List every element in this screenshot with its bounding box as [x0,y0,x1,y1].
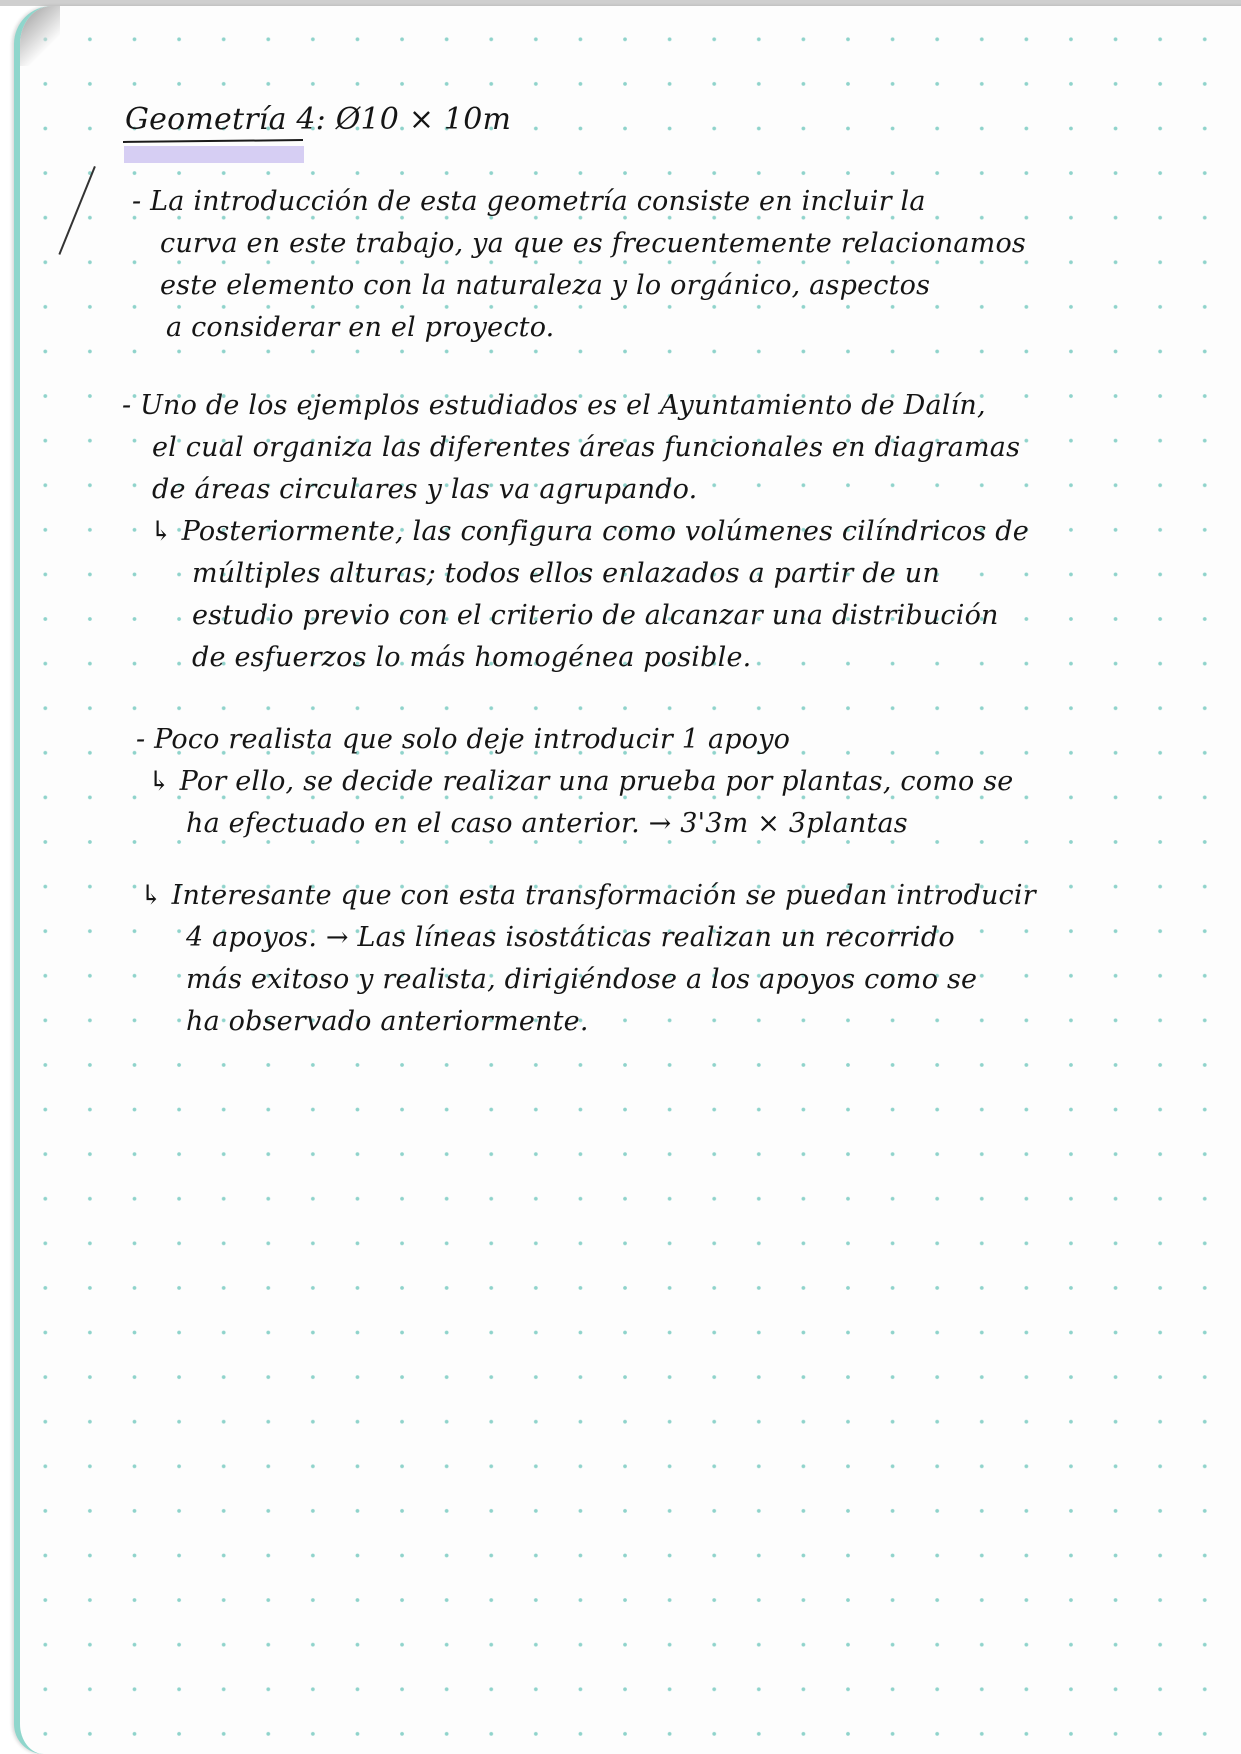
paragraph-2-line-4: ↳ Posteriormente, las configura como volúmenes cilíndricos de [150,516,1029,547]
paragraph-1-line-1: - La introducción de esta geometría consiste en incluir la [132,186,926,217]
paragraph-2-line-7: de esfuerzos lo más homogénea posible. [192,642,752,673]
title-underline [123,139,303,143]
paragraph-1-line-3: este elemento con la naturaleza y lo orgánico, aspectos [160,270,931,301]
paragraph-2-line-1: - Uno de los ejemplos estudiados es el Ayuntamiento de Dalín, [122,390,986,421]
notebook-page [14,6,1241,1754]
page-title: Geometría 4: Ø10 × 10m [125,102,512,137]
paragraph-4-line-4: ha observado anteriormente. [186,1006,589,1037]
paragraph-2-line-2: el cual organiza las diferentes áreas funcionales en diagramas [152,432,1021,463]
paragraph-1-line-2: curva en este trabajo, ya que es frecuentemente relacionamos [160,228,1026,259]
paragraph-4-line-2: 4 apoyos. → Las líneas isostáticas realizan un recorrido [186,922,955,953]
paragraph-4-line-1: ↳ Interesante que con esta transformación se puedan introducir [140,880,1036,911]
paragraph-3-line-1: - Poco realista que solo deje introducir 1 apoyo [136,724,791,755]
paragraph-2-line-3: de áreas circulares y las va agrupando. [152,474,698,505]
paragraph-2-line-6: estudio previo con el criterio de alcanzar una distribución [192,600,999,631]
paragraph-4-line-3: más exitoso y realista, dirigiéndose a los apoyos como se [186,964,978,995]
paragraph-2-line-5: múltiples alturas; todos ellos enlazados a partir de un [192,558,940,589]
page-corner-shadow [20,6,60,66]
paragraph-1-line-4: a considerar en el proyecto. [166,312,555,343]
title-highlight [124,146,304,163]
paragraph-3-line-2: ↳ Por ello, se decide realizar una prueba por plantas, como se [148,766,1014,797]
margin-pen-stroke [58,166,95,255]
paragraph-3-line-3: ha efectuado en el caso anterior. → 3'3m × 3plantas [186,808,908,839]
